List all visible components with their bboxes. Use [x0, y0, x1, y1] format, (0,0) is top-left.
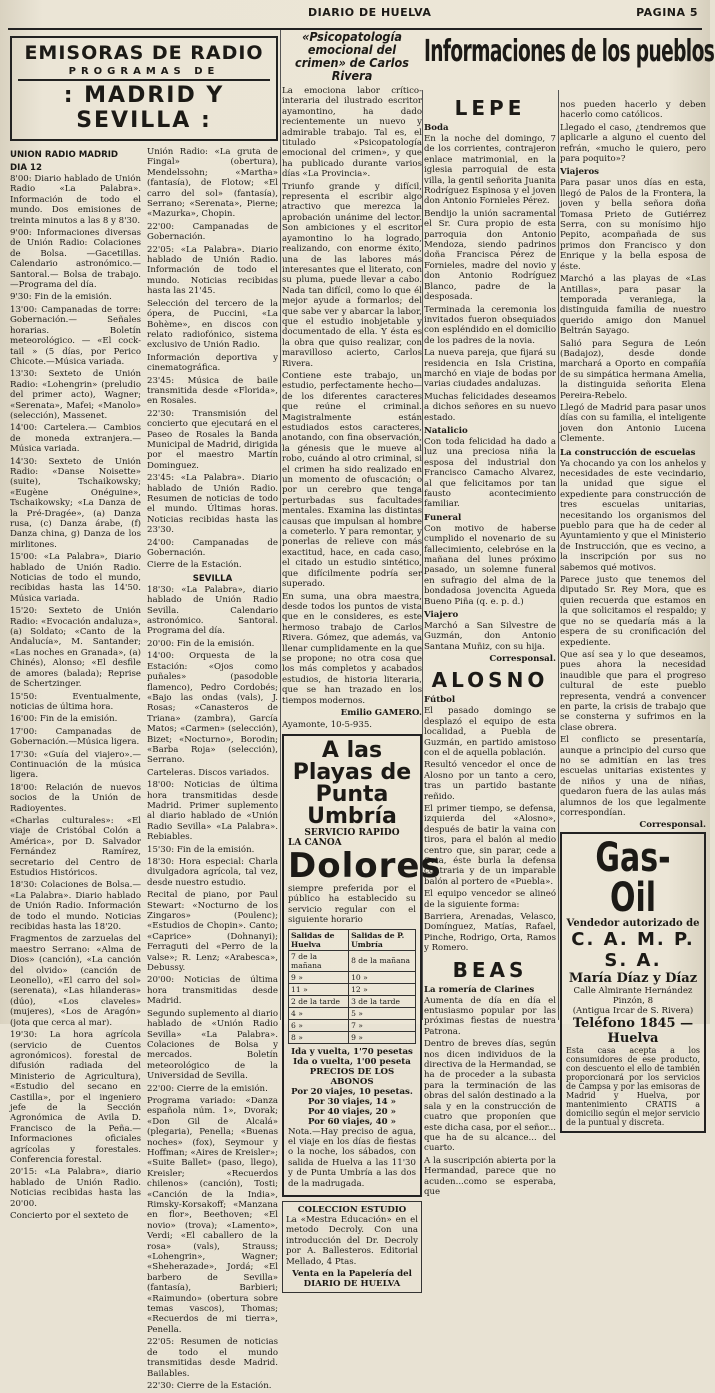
paragraph: Unión Radio: «La gruta de Fingal» (obertura), Mendelssohn; «Martha» (fantasía), de Flotow; «El carro del sol» (fantasía), Serrano; «Serenata», Pierne; «Mazurka», Chopin.: [147, 147, 278, 220]
lepe-body: [424, 123, 556, 652]
paragraph: El primer tiempo, se defensa, izquierda del «Alosno», después de batir la vaina con tiros, para el balón al medio centro que, sin parar, cede a Orta, éste burla la defensa contraria y de un imparable balón al portero de «Puebla».: [424, 803, 556, 887]
lepe-correspondent: Corresponsal.: [489, 654, 556, 665]
paragraph: El pasado domingo se desplazó el equipo de esta localidad, a Puebla de Guzmán, en partido amistoso con el de aquella población.: [424, 706, 556, 758]
paragraph: Ya chocando ya con los anhelos y necesidades de este vecindario, la unidad que sigue el expediente para construcción de tres escuelas unitarias, necesitando los organismos del pueblo para que ha de ceder al Ayuntamiento y que el Ministerio de Instrucción, que es vecino, a la inscripción por sus no sabemos qué motivos.: [560, 458, 706, 573]
table-cell: 6 »: [289, 1019, 349, 1031]
paragraph: 23'45: «La Palabra». Diario hablado de Unión Radio. Resumen de noticias de todo el mundo. Últimas horas. Noticias recibidas hasta las 23'30.: [147, 473, 278, 536]
paragraph: Recital de piano, por Paul Stewart: «Nocturno de los Zingaros» (Poulenc); «Estudios de Chopin». Canto; «Caprice» (Dohnanyi); Ferraguti del «Perro de la valse»; R. Lenz; «Arabesca», Debussy.: [147, 890, 278, 974]
paragraph: 8'00: Diario hablado de Unión Radio «La Palabra». Información de todo el mundo. Dos emisiones de treinta minutos a las 8 y 8'30.: [10, 174, 141, 226]
paragraph: 23'45: Música de baile transmitida desde «Florida», en Rosales.: [147, 375, 278, 407]
paragraph: 19'30: La hora agrícola (servicio de Cuentos agronómicos). forestal de difusión radiada del Ministerio de Agricultura), «Estudio del secano en Castilla», por el ingeniero jefe de la Sección Agronómica de Avila D. Francisco de la Peña.— Informaciones oficiales agrícolas y forestales. Conferencia forestal.: [10, 1030, 141, 1165]
paragraph: 20'00: Noticias de última hora transmitidas desde Madrid.: [147, 975, 278, 1007]
table-cell: 2 de la tarde: [289, 995, 349, 1007]
town-heading-alosno: ALOSNO: [431, 668, 549, 693]
paragraph: 18'00: Noticias de última hora transmitidas desde Madrid. Primer suplemento al diario hablado de «Unión Radio Sevilla» «La Palabra». Rebiables.: [147, 780, 278, 843]
paragraph: En suma, una obra maestra, desde todos los puntos de vista que en le consideres, es este hermoso trabajo de Carlos Rivera. Gómez, que además, va llenar cumplidamente en la que se propone; no otra cosa que los más completos y acabados estudios, de historia literaria, que se han trazado en los tiempos modernos.: [282, 591, 422, 706]
schedule-header: Salidas de Huelva: [289, 929, 349, 950]
paragraph: Muchas felicidades deseamos a dichos señores en su nuevo estado.: [424, 391, 556, 423]
paragraph: 14'00: Cartelera.— Cambios de moneda extranjera.— Música variada.: [10, 423, 141, 455]
paragraph: En la noche del domingo, 7 de los corrientes, contrajeron enlace matrimonial, en la iglesia parroquial de esta villa, la gentil señorita Juanita Rodríguez Espinosa y el joven don Antonio Fornieles Pérez.: [424, 134, 556, 207]
paragraph: Triunfo grande y difícil, representa el escribir algo atractivo que merezca la aprobación unánime del lector. Son ambiciones y el escritor ayamontino lo ha logrado, realizando, con enorme éxito, una de las labores más interesantes que el literato, con su pluma, puede llevar a cabo. Nada tan difícil, como lo que él mejor ayude a formarlos; del que sabe ver y abarcar la labor, que el estudio inobjetable y documentado de ella. Y ésta es la obra que quiso realizar, con maravilloso acierto, Carlos Rivera.: [282, 181, 422, 369]
column-rule: [558, 90, 559, 1020]
gasoil-company: C. A. M. P. S. A.: [571, 929, 695, 972]
paragraph: 22'00: Cierre de la emisión.: [147, 1083, 268, 1094]
gasoil-phone: Teléfono 1845 — Huelva: [572, 1016, 694, 1047]
paragraph: A la suscripción abierta por la Hermandad, parece que no acuden...como se esperaba, que: [424, 1155, 556, 1197]
paragraph: 9'00: Informaciones diversas de Unión Radio: Colaciones de Bolsa. —Gacetillas. Calendario astronómico.— Santoral.— Bolsa de trabajo.—Programa del día.: [10, 228, 141, 291]
price-item: Por 40 viajes, 20 »: [308, 1106, 396, 1117]
paragraph: 22'30: Cierre de la Estación.: [147, 1380, 272, 1391]
coleccion-estudio-box: [282, 1201, 422, 1293]
gasoil-address1: Calle Almirante Hernández Pinzón, 8: [573, 986, 693, 1007]
paragraph: 20'00: Fin de la emisión.: [147, 638, 255, 649]
paragraph: Barriera, Arenadas, Velasco, Domínguez, Matías, Rafael, Pinche, Rodrigo, Orta, Ramos y Romero.: [424, 912, 556, 954]
day-heading: DIA 12: [10, 163, 42, 173]
prices-list: [288, 1087, 416, 1127]
escuelas-head: La construcción de escuelas: [560, 447, 696, 458]
emisoras-subtitle: PROGRAMAS DE: [68, 66, 220, 77]
table-cell: 4 »: [289, 1007, 349, 1019]
paragraph: Fragmentos de zarzuelas del maestro Serrano: «Alma de Dios» (canción), «La canción del olvido» (canción de Leonello), «El carro del sol» (serenata), «Las hilanderas» (dúo), «Los claveles» (mujeres), «Los de Aragón» (jota que cerca al mar).: [10, 934, 141, 1028]
paragraph: Concierto por el sexteto de: [10, 1211, 129, 1221]
price-item: Por 60 viajes, 40 »: [308, 1116, 396, 1127]
paragraph: 18'30: Hora especial: Charla divulgadora agrícola, tal vez, desde nuestro estudio.: [147, 857, 278, 888]
gasoil-address2: (Antigua Ircar de S. Rivera): [572, 1006, 694, 1017]
paragraph: nos pueden hacerlo y deben hacerlo como católicos.: [560, 100, 706, 121]
beas-section-head: La romería de Clarines: [424, 984, 535, 995]
fare-round-trip: Ida y vuelta, 1'70 pesetas: [291, 1046, 413, 1057]
table-cell: 10 »: [349, 971, 416, 983]
paragraph: 20'15: «La Palabra», diario hablado de Unión Radio. Noticias recibidas hasta las 20'00.: [10, 1167, 141, 1209]
box-title: COLECCION ESTUDIO: [297, 1205, 407, 1216]
box-sale: Venta en la Papelería del DIARIO DE HUELVA: [292, 1269, 412, 1290]
box-text: La «Mestra Educación» en el metodo Decroly. Con una introducción del Dr. Decroly por A. Ballesteros. Editorial Mellado, 4 Ptas.: [286, 1215, 418, 1267]
paragraph: 14'30: Sexteto de Unión Radio: «Danse Noisette» (suite), Tschaikowsky; «Eugène Onéguine», Tschaikowsky; «La Danza de la Pré-Dragée», (a) Danza rusa, (c) Danza árabe, (f) Danza china, g) Danza de los mirlitones.: [10, 456, 141, 550]
table-row: [289, 1031, 416, 1043]
paragraph: Programa variado: «Danza española núm. 1», Dvorak; «Don Gil de Alcalá» (plegaria), Penella; «Buenas noches» (fox), Seymour y Hoffman; «Aires de Kreisler»; «Suite Ballet» (paso, llego), Kreisler; «Recuerdos chilenos» (canción), Tosti; «Canción de la India», Rimsky-Korsakoff; «Manzana en flor», Beethoven; «El novio» (trova); «Lamento», Verdi; «El caballero de la rosa» (vals), Strauss; «Lohengrin», Wagner; «Sheherazade», Jordá; «El barbero de Sevilla» (fantasía), Barbieri; «Raimundo» (obertura sobre temas vascos), Thomas; «Recuerdos de mi tierra», Penella.: [147, 1095, 278, 1335]
paragraph: 15'50: Eventualmente, noticias de última hora.: [10, 691, 141, 712]
paragraph: Marchó a San Silvestre de Guzmán, don Antonio Santana Muñiz, con su hija.: [424, 621, 556, 652]
escuelas-body: [560, 459, 706, 819]
paragraph: Para pasar unos días en esta, llegó de Palos de la Frontera, la joven y bella señora doña Tomasa Prieto de Gutiérrez Serra, con su monísimo hijo Pepito, acompañada de sus primos don Francisco y don Enrique y la bella esposa de éste.: [560, 178, 706, 272]
town-heading-beas: BEAS: [452, 957, 528, 982]
table-cell: 7 »: [349, 1019, 416, 1031]
article-signature: Emilio GAMERO.: [340, 707, 422, 718]
paragraph: Segundo suplemento al diario hablado de «Unión Radio Sevilla» «La Palabra». Colaciones de Bolsa y mercados. Boletín meteorológico de la Universidad de Sevilla.: [147, 1008, 278, 1082]
paragraph: Marchó a las playas de «Las Antillas», para pasar la temporada veraniega, la distinguida familia de nuestro querido amigo don Manuel Beltrán Sayago.: [560, 274, 706, 337]
paragraph: Selección del tercero de la ópera, de Puccini, «La Bohème», en discos con relato radiofónico, sistema exclusivo de Unión Radio.: [147, 298, 278, 351]
table-row: [289, 950, 416, 971]
paragraph: El conflicto se presentaría, aunque a principio del curso que no se admitían en las tres escuelas unitarias existentes y de niños y una de niñas, quedaron fuera de las aulas más alumnos de los que legalmente correspondían.: [560, 735, 706, 818]
table-cell: 8 de la mañana: [349, 950, 416, 971]
table-row: [289, 1019, 416, 1031]
paragraph: 16'00: Fin de la emisión.: [10, 714, 118, 725]
paragraph: Dentro de breves días, según nos dicen individuos de la directiva de la Hermandad, se ha de proceder a la subasta para la terminación de las obras del salón destinado a la sala y en la construcción de cuatro que proponíen que este dicha casa, por el señor... que ha de su alcance... del cuarto.: [424, 1039, 556, 1154]
alosno-section-head: Fútbol: [424, 695, 456, 706]
section-head: Boda: [424, 123, 449, 133]
paragraph: Contiene este trabajo, un estudio, perfectamente hecho—de los diferentes caracteres que reúne el criminal. Magistralmente están estudiados estos caracteres, anotando, con fina observación, la génesis que le mueve al robo, cuándo al otro criminal, si el crimen ha sido realizado en un momento de ofuscación; o por un cerebro que tenga perturbadas sus facultades mentales. Examina las distintas causas que impulsan al hombre a cometerlo. Y para remontar, y ponerlas de relieve con más exactitud, hace, en cada caso, el citado un estudio sintético, que difícilmente podría ser superado.: [282, 370, 422, 590]
paragraph: La emociona labor crítico-interaria del ilustrado escritor ayamontino, ha dado recientemente un nuevo y admirable trabajo. Tal es, el titulado «Psicopatología emocional del crimen», y que ha publicado durante varios días «La Provincia».: [282, 86, 422, 180]
page-header: [8, 0, 702, 30]
viajeros-head: Viajeros: [560, 167, 600, 178]
paragraph: 9'30: Fin de la emisión.: [10, 292, 112, 303]
ad-note: Nota.—Hay preciso de agua, el viaje en los días de fiestas o la noche, los sábados, con salida de Huelva a las 11'30 y de Punta Umbría a las dos de la madrugada.: [288, 1126, 416, 1189]
price-item: Por 20 viajes, 10 pesetas.: [291, 1086, 413, 1097]
table-cell: 5 »: [349, 1007, 416, 1019]
right-top-text: [560, 100, 706, 164]
paragraph: 22'05: «La Palabra». Diario hablado de Unión Radio. Información de todo el mundo. Noticias recibidas hasta las 21'45.: [147, 244, 278, 297]
paragraph: La nueva pareja, que fijará su residencia en Isla Cristina, marchó en viaje de bodas por varias ciudades andaluzas.: [424, 348, 556, 390]
right-correspondent: Corresponsal.: [639, 820, 706, 831]
paragraph: Llegó de Madrid para pasar unos días con su familia, el inteligente joven don Antonio Lucena Clemente.: [560, 402, 706, 445]
paragraph: 18'00: Relación de nuevos socios de la Unión de Radioyentes.: [10, 782, 141, 814]
beas-body: [424, 996, 556, 1198]
radio-right-column: [147, 147, 278, 1393]
radio-subcolumns: [10, 147, 278, 1393]
paragraph: Que así sea y lo que deseamos, pues ahora la necesidad inaudible que para el progreso cultural de este pueblo representa, vendrá a convencer en parte, la crisis de trabajo que se consterna y sufrimos en la clase obrera.: [560, 649, 706, 733]
paragraph: El equipo vencedor se alineó de la siguiente forma:: [424, 889, 556, 910]
paragraph: 22'30: Transmisión del concierto que ejecutará en el Paseo de Rosales la Banda Municipal de Madrid, dirigida por el maestro Martín Dominguez.: [147, 408, 278, 471]
paragraph: Resultó vencedor el once de Alosno por un tanto a cero, tras un partido bastante reñido.: [424, 760, 556, 802]
table-row: [289, 971, 416, 983]
paragraph: Bendijo la unión sacramental el Sr. Cura propio de esta parroquia don Antonio Mendoza, siendo padrinos doña Francisca Pérez de Fornieles, madre del novio y don Antonio Rodríguez Blanco, padre de la desposada.: [424, 208, 556, 303]
page-number: PAGINA 5: [636, 6, 698, 19]
paragraph: Información deportiva y cinematográfica.: [147, 352, 278, 374]
paragraph: 14'00: Orquesta de la Estación: «Ojos como puñales» (pasodoble flamenco), Pedro Cordobés; «Bajo las ondas (vals), J. Rosas; «Canasteros de Triana» (zambra), García Matos; «Carmen» (selección), Bizet; «Nocturno», Borodin; «Barba Roja» (selección), Serrano.: [147, 651, 278, 766]
article-title: «Psicopatología emocional del crimen» de Carlos Rivera: [295, 29, 409, 83]
gasoil-name: María Díaz y Díaz: [568, 971, 698, 987]
paragraph: 18'30: «La Palabra», diario hablado de Unión Radio Sevilla. Calendario astronómico. Santoral. Programa del día.: [147, 584, 278, 637]
table-cell: 12 »: [349, 983, 416, 995]
schedule-header: Salidas de P. Umbría: [349, 929, 416, 950]
table-cell: 8 »: [289, 1031, 349, 1043]
paragraph: 13'30: Sexteto de Unión Radio: «Lohengrin» (preludio del primer acto), Wagner; «Serenata», Mafei; «Manolo» (selección), Massenet.: [10, 369, 141, 421]
paragraph: 17'00: Campanadas de Gobernación.—Música ligera.: [10, 726, 141, 748]
pueblos-column-left: [424, 92, 556, 1197]
paragraph: Con toda felicidad ha dado a luz una preciosa niña la esposa del industrial don Francisco Camacho Alvarez, al que felicitamos por tan fausto acontecimiento familiar.: [424, 436, 556, 510]
table-cell: 7 de la mañana: [289, 950, 349, 971]
paragraph: Llegado el caso, ¿tendremos que aplicarle a alguno el cuento del refrán, «mucho le quiero, pero para poquito»?: [560, 122, 706, 165]
article-body: [282, 86, 422, 706]
ad-boat-name: Dolores: [288, 845, 442, 886]
table-cell: 3 de la tarde: [349, 995, 416, 1007]
radio-left-column: [10, 147, 141, 1393]
punta-umbria-ad: [282, 734, 442, 1197]
gasoil-footer: Esta casa acepta a los consumidores de ese producto, con descuento el ello de también proporcionará por los servicios de Campsa y por las emisoras de Madrid y Huelva, por mantenimiento CRATIS a domicilio según el mejor servicio de la puntual y discreta.: [566, 1046, 700, 1128]
column-rule: [280, 30, 281, 1020]
gasoil-line1: Vendedor autorizado de: [566, 918, 700, 930]
table-cell: 9 »: [349, 1031, 416, 1043]
paragraph: 24'00: Campanadas de Gobernación.: [147, 537, 278, 559]
ad-service: SERVICIO RAPIDO: [304, 827, 400, 838]
paragraph: 22'00: Campanadas de Gobernación.: [147, 221, 278, 243]
paragraph: 17'30: «Guía del viajero».— Continuación de la música ligera.: [10, 749, 141, 781]
paragraph: 22'05: Resumen de noticias de todo el mundo transmitidas desde Madrid. Bailables.: [147, 1337, 278, 1379]
paragraph: 13'00: Campanadas de torre: Gobernación.— Señales horarias. Boletín meteorológico. — «El cock-tail » (5 días, por Perico Chicote.—Música variada.: [10, 304, 141, 367]
section-head: Funeral: [424, 512, 462, 523]
radio-column: [10, 30, 278, 1391]
paragraph: 15'00: «La Palabra», Diario hablado de Unión Radio. Noticias de todo el mundo, recibidas hasta las 14'50. Música variada.: [10, 552, 141, 604]
paragraph: Aumenta de día en día el entusiasmo popular por las próximas fiestas de nuestra Patrona.: [424, 995, 556, 1037]
gasoil-ad: [560, 832, 706, 1133]
table-cell: 11 »: [289, 983, 349, 995]
fare-one-way: Ida o vuelta, 1'00 peseta: [293, 1056, 411, 1067]
table-cell: 9 »: [289, 971, 349, 983]
section-head: Viajero: [424, 610, 459, 621]
pueblos-column-right: [560, 100, 706, 1128]
section-head: Natalicio: [424, 425, 468, 436]
viajeros-body: [560, 178, 706, 444]
paragraph: 18'30: Colaciones de Bolsa.— «La Palabra». Diario hablado de Unión Radio. Información de todo el mundo. Noticias recibidas hasta las 18'20.: [10, 880, 141, 933]
pueblos-title: Informaciones de los pueblos: [424, 34, 715, 69]
emisoras-cities: : MADRID Y SEVILLA :: [18, 79, 270, 133]
paragraph: «Charlas culturales»: «El viaje de Cristóbal Colón a América», por D. Salvador Fernández Ramírez, secretario del Centro de Estudios Históricos.: [10, 815, 141, 878]
town-heading-lepe: LEPE: [454, 96, 526, 120]
newspaper-title: DIARIO DE HUELVA: [308, 6, 432, 19]
ad-headline: A las Playas de Punta Umbría: [292, 737, 412, 829]
station-heading: UNION RADIO MADRID: [10, 150, 119, 160]
paragraph: 15'20: Sexteto de Unión Radio: «Evocación andaluza», (a) Soldato; «Canto de la Andalucía», M. Santander; «Las noches en Granada», (a) Chinés), Alonso; «El desfile de amores (balada); Reprise de Schertzinger.: [10, 606, 141, 690]
paragraph: Con motivo de haberse cumplido el novenario de su fallecimiento, celebróse en la mañana del lunes próximo pasado, un solemne funeral en sufragio del alma de la bondadosa jovencita Agueda Bueno Piña (q. e. p. d.): [424, 523, 556, 607]
ad-intro: siempre preferida por el público ha establecido su servicio regular con el siguiente horario: [288, 883, 416, 926]
gasoil-title: Gas-Oil: [595, 835, 671, 922]
station-heading: SEVILLA: [192, 573, 233, 584]
table-row: [289, 983, 416, 995]
emisoras-banner: [10, 36, 278, 141]
paragraph: Terminada la ceremonia los invitados fueron obsequiados con espléndido en el domicilio de los padres de la novia.: [424, 304, 556, 346]
alosno-body: [424, 706, 556, 953]
paragraph: 15'30: Fin de la emisión.: [147, 844, 255, 855]
ad-la-canoa: LA CANOA: [288, 837, 342, 848]
paragraph: Cierre de la Estación.: [147, 560, 242, 571]
paragraph: Parece justo que tenemos del diputado Sr. Rey Mora, que es quien recuerda que estamos en la que solicitamos el respaldo; y que no se quedaría más a la espera de su cronificación del expediente.: [560, 575, 706, 648]
paragraph: Salió para Segura de León (Badajoz), desde donde marchará a Oporto en compañía de su simpática hermana Amelia, la distinguida señorita Elena Pereira-Rebelo.: [560, 338, 706, 401]
paragraph: Carteleras. Discos variados.: [147, 767, 270, 778]
price-item: Por 30 viajes, 14 »: [308, 1096, 396, 1107]
table-row: [289, 1007, 416, 1019]
table-row: [289, 995, 416, 1007]
prices-title: PRECIOS DE LOS ABONOS: [309, 1066, 395, 1087]
emisoras-title: EMISORAS DE RADIO: [24, 42, 264, 64]
article-signature-place: Ayamonte, 10-5-935.: [282, 719, 373, 730]
schedule-table: [288, 929, 416, 1044]
